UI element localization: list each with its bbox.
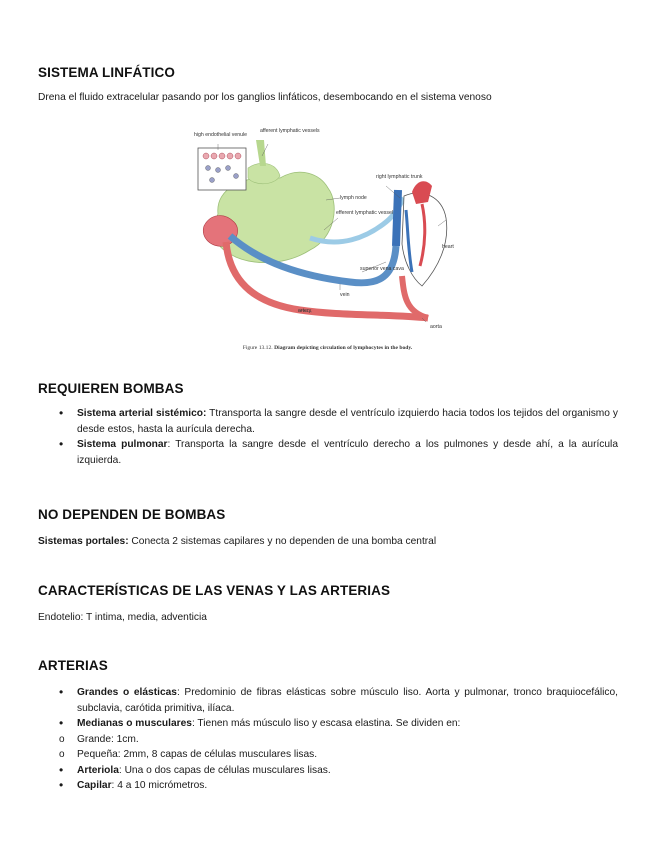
list-item [38, 716, 618, 732]
heading-caracteristicas: CARACTERÍSTICAS DE LAS VENAS Y LAS ARTERIAS [38, 583, 391, 598]
figure-caption [190, 345, 465, 351]
label-lymph-node: lymph node [340, 195, 367, 201]
item-text: Grande: 1cm. [77, 733, 139, 745]
list-item [38, 778, 618, 794]
label-hev: high endothelial venule [194, 132, 248, 138]
portal-label: Sistemas portales: [38, 536, 129, 547]
list-item [38, 763, 618, 779]
item-text: : Tienen más músculo liso y escasa elastina. Se dividen en: [191, 718, 461, 729]
caption-label: Figure 13.12. [242, 345, 273, 351]
list-item [38, 732, 618, 748]
bullet-circle [59, 732, 69, 748]
label-svc: superior vena cava [360, 266, 404, 272]
arteries-list [38, 685, 618, 794]
lymphatic-diagram [190, 126, 465, 341]
label-aorta: aorta [430, 324, 442, 330]
bullet-dot [59, 716, 69, 733]
bullet-dot [59, 778, 69, 795]
bullet-dot [59, 437, 69, 454]
item-label: Arteriola [77, 764, 119, 776]
bullet-circle [59, 747, 69, 763]
item-label: Sistema arterial sistémico: [77, 408, 207, 419]
label-afferent-top: afferent lymphatic vessels [260, 128, 320, 134]
list-item [38, 747, 618, 763]
list-item [38, 406, 618, 437]
item-text: : Predominio de fibras elásticas sobre músculo liso. Aorta y pulmonar, tronco braquiocefálico, subclavia, carótida primitiva, ilíaca. [77, 687, 618, 714]
item-label: Sistema pulmonar [77, 439, 168, 450]
item-label: Capilar [77, 780, 112, 791]
portal-systems-paragraph [38, 534, 618, 550]
heading-requieren-bombas: REQUIEREN BOMBAS [38, 381, 184, 396]
portal-text: Conecta 2 sistemas capilares y no dependen de una bomba central [128, 536, 437, 547]
item-text: Pequeña: 2mm, 8 capas de células musculares lisas. [77, 749, 318, 760]
item-text: : 4 a 10 micrómetros. [111, 780, 208, 791]
list-item [38, 685, 618, 716]
bullet-dot [59, 406, 69, 423]
lymphatic-description: Drena el fluido extracelular pasando por los ganglios linfáticos, desembocando en el sistema venoso [38, 92, 492, 103]
caption-text: Diagram depicting circulation of lymphocytes in the body. [274, 345, 413, 351]
label-artery: artery [298, 308, 312, 314]
label-efferent: efferent lymphatic vessel [336, 210, 393, 216]
pumps-list [38, 406, 618, 468]
item-label: Grandes o elásticas [77, 687, 177, 698]
endothelium-paragraph: Endotelio: T intima, media, adventicia [38, 612, 207, 623]
heading-sistema-linfatico: SISTEMA LINFÁTICO [38, 65, 175, 80]
list-item [38, 437, 618, 468]
heading-no-dependen-de-bombas: NO DEPENDEN DE BOMBAS [38, 507, 226, 522]
item-text: : Una o dos capas de células musculares lisas. [118, 764, 331, 776]
bullet-dot [59, 685, 69, 702]
afferent-stem [256, 140, 266, 166]
lymphocyte-circulation-figure [190, 126, 465, 360]
heading-arterias: ARTERIAS [38, 658, 108, 673]
superior-vena-cava [396, 190, 398, 246]
label-heart: heart [442, 244, 454, 250]
item-text: Ttransporta la sangre desde el ventrículo izquierdo hacia todos los tejidos del organismo y desde estos, hasta la aurícula derecha. [77, 408, 619, 435]
label-right-trunk: right lymphatic trunk [376, 174, 423, 180]
item-label: Medianas o musculares [77, 718, 192, 729]
label-vein: vein [340, 292, 350, 298]
afferent-vessel-shape [248, 163, 280, 183]
bullet-dot [59, 763, 69, 780]
item-text: : Transporta la sangre desde el ventrículo derecho a los pulmones y desde ahí, a la aurícula izquierda. [77, 439, 618, 466]
